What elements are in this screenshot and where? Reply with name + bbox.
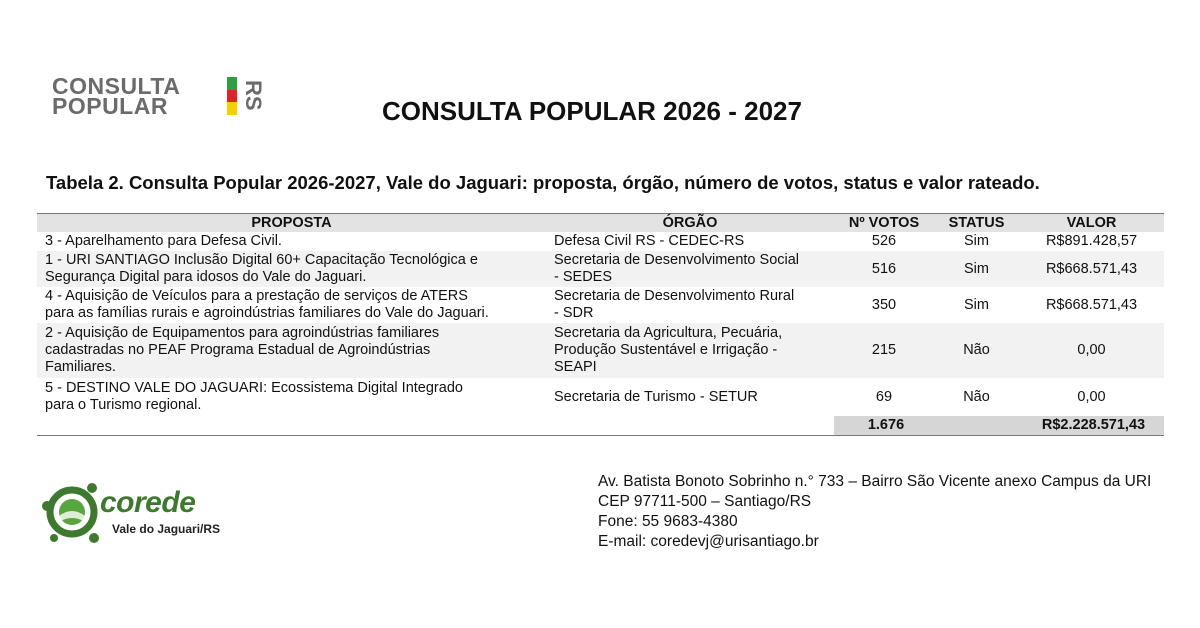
cell-proposta: 3 - Aparelhamento para Defesa Civil. [45, 233, 282, 249]
table-row [37, 323, 1164, 378]
contact-email: E-mail: coredevj@urisantiago.br [598, 533, 819, 550]
total-votos: 1.676 [834, 416, 934, 436]
table-caption: Tabela 2. Consulta Popular 2026-2027, Vale do Jaguari: proposta, órgão, número de votos, status e valor rateado. [46, 172, 1040, 193]
cell-valor: R$668.571,43 [1045, 296, 1138, 313]
cell-votos: 69 [875, 388, 893, 405]
contact-phone: Fone: 55 9683-4380 [598, 513, 738, 530]
corede-region: Vale do Jaguari/RS [112, 522, 221, 536]
table-row [37, 287, 1164, 323]
table-row [37, 232, 1164, 251]
rs-flag-icon [227, 77, 237, 115]
logo-line-1: CONSULTA [52, 73, 181, 99]
cell-votos: 526 [871, 233, 897, 249]
cell-valor: 0,00 [1077, 388, 1106, 405]
cell-orgao: Secretaria de Turismo - SETUR [554, 388, 758, 405]
contact-cep: CEP 97711-500 – Santiago/RS [598, 493, 812, 510]
table-row [37, 251, 1164, 287]
cell-proposta: 4 - Aquisição de Veículos para a prestação de serviços de ATERS para as famílias rurais e agroindústrias familiares do Vale do Jaguari. [45, 288, 489, 321]
cell-status: Não [963, 388, 990, 405]
corede-wordmark: corede [100, 486, 196, 519]
contact-address: Av. Batista Bonoto Sobrinho n.° 733 – Bairro São Vicente anexo Campus da URI [598, 473, 1152, 490]
corede-emblem-icon [38, 476, 104, 546]
cell-proposta: 5 - DESTINO VALE DO JAGUARI: Ecossistema Digital Integrado para o Turismo regional. [45, 380, 463, 413]
cell-proposta: 1 - URI SANTIAGO Inclusão Digital 60+ Capacitação Tecnológica e Segurança Digital para idosos do Vale do Jaguari. [37, 251, 546, 287]
cell-status: Sim [964, 296, 989, 313]
cell-status: Sim [934, 251, 1019, 287]
table-header-row [37, 214, 1164, 233]
header-orgao: ÓRGÃO [546, 214, 834, 233]
header-status: STATUS [934, 214, 1019, 233]
header-votos: Nº VOTOS [834, 214, 934, 233]
table-total-row [37, 416, 1164, 436]
consulta-popular-logo [52, 74, 284, 118]
cell-votos: 516 [834, 251, 934, 287]
cell-proposta: 2 - Aquisição de Equipamentos para agroindústrias familiares cadastradas no PEAF Programa Estadual de Agroindústrias Familiares. [37, 323, 546, 378]
cell-valor: 0,00 [1019, 323, 1164, 378]
total-valor: R$2.228.571,43 [1019, 416, 1164, 436]
cell-orgao: Secretaria da Agricultura, Pecuária, Produção Sustentável e Irrigação - SEAPI [546, 323, 834, 378]
cell-orgao: Defesa Civil RS - CEDEC-RS [554, 233, 745, 249]
table-row [37, 378, 1164, 416]
header-proposta: PROPOSTA [37, 214, 546, 233]
cell-votos: 215 [834, 323, 934, 378]
header-valor: VALOR [1019, 214, 1164, 233]
cell-orgao: Secretaria de Desenvolvimento Rural - SDR [554, 288, 795, 321]
results-table [37, 213, 1164, 436]
cell-valor: R$891.428,57 [1045, 233, 1138, 249]
page-title: CONSULTA POPULAR 2026 - 2027 [382, 96, 802, 126]
cell-status: Não [934, 323, 1019, 378]
cell-status: Sim [964, 233, 989, 249]
cell-valor: R$668.571,43 [1019, 251, 1164, 287]
cell-orgao: Secretaria de Desenvolvimento Social - SEDES [546, 251, 834, 287]
corede-logo [38, 470, 238, 548]
cell-votos: 350 [871, 296, 897, 313]
contact-block [598, 472, 1151, 552]
logo-line-2: POPULAR [52, 93, 168, 119]
logo-suffix: RS [241, 80, 266, 111]
